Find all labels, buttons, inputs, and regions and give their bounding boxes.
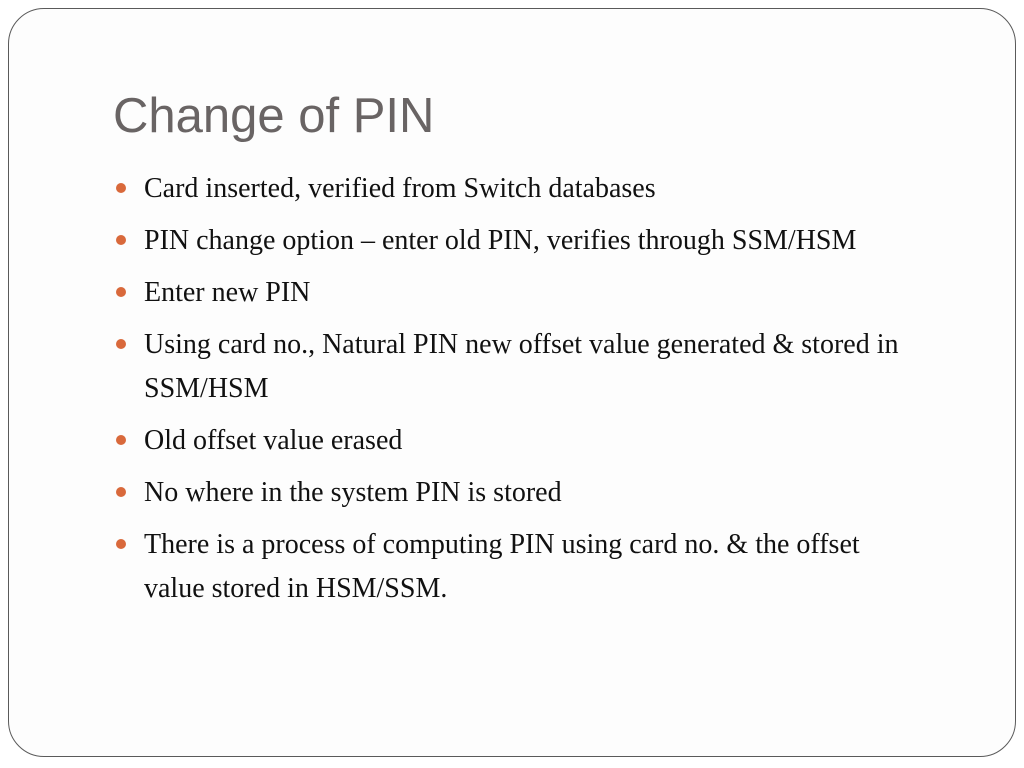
bullet-dot-icon [116,339,126,349]
bullet-dot-icon [116,435,126,445]
bullet-text: Old offset value erased [144,425,403,456]
bullet-text: Using card no., Natural PIN new offset value generated & stored in SSM/HSM [144,329,899,404]
bullet-item [116,471,916,515]
bullet-text: PIN change option – enter old PIN, verifies through SSM/HSM [144,225,857,256]
bullet-text: No where in the system PIN is stored [144,477,562,508]
bullet-item [116,271,916,315]
bullet-dot-icon [116,235,126,245]
bullet-text: Card inserted, verified from Switch databases [144,173,656,204]
bullet-item [116,323,916,411]
bullet-dot-icon [116,487,126,497]
bullet-item [116,167,916,211]
bullet-text: There is a process of computing PIN using card no. & the offset value stored in HSM/SSM. [144,529,860,604]
slide-title: Change of PIN [113,89,435,143]
bullet-dot-icon [116,183,126,193]
bullet-list [116,167,916,619]
bullet-dot-icon [116,539,126,549]
bullet-item [116,219,916,263]
bullet-text: Enter new PIN [144,277,311,308]
bullet-item [116,419,916,463]
bullet-dot-icon [116,287,126,297]
bullet-item [116,523,916,611]
